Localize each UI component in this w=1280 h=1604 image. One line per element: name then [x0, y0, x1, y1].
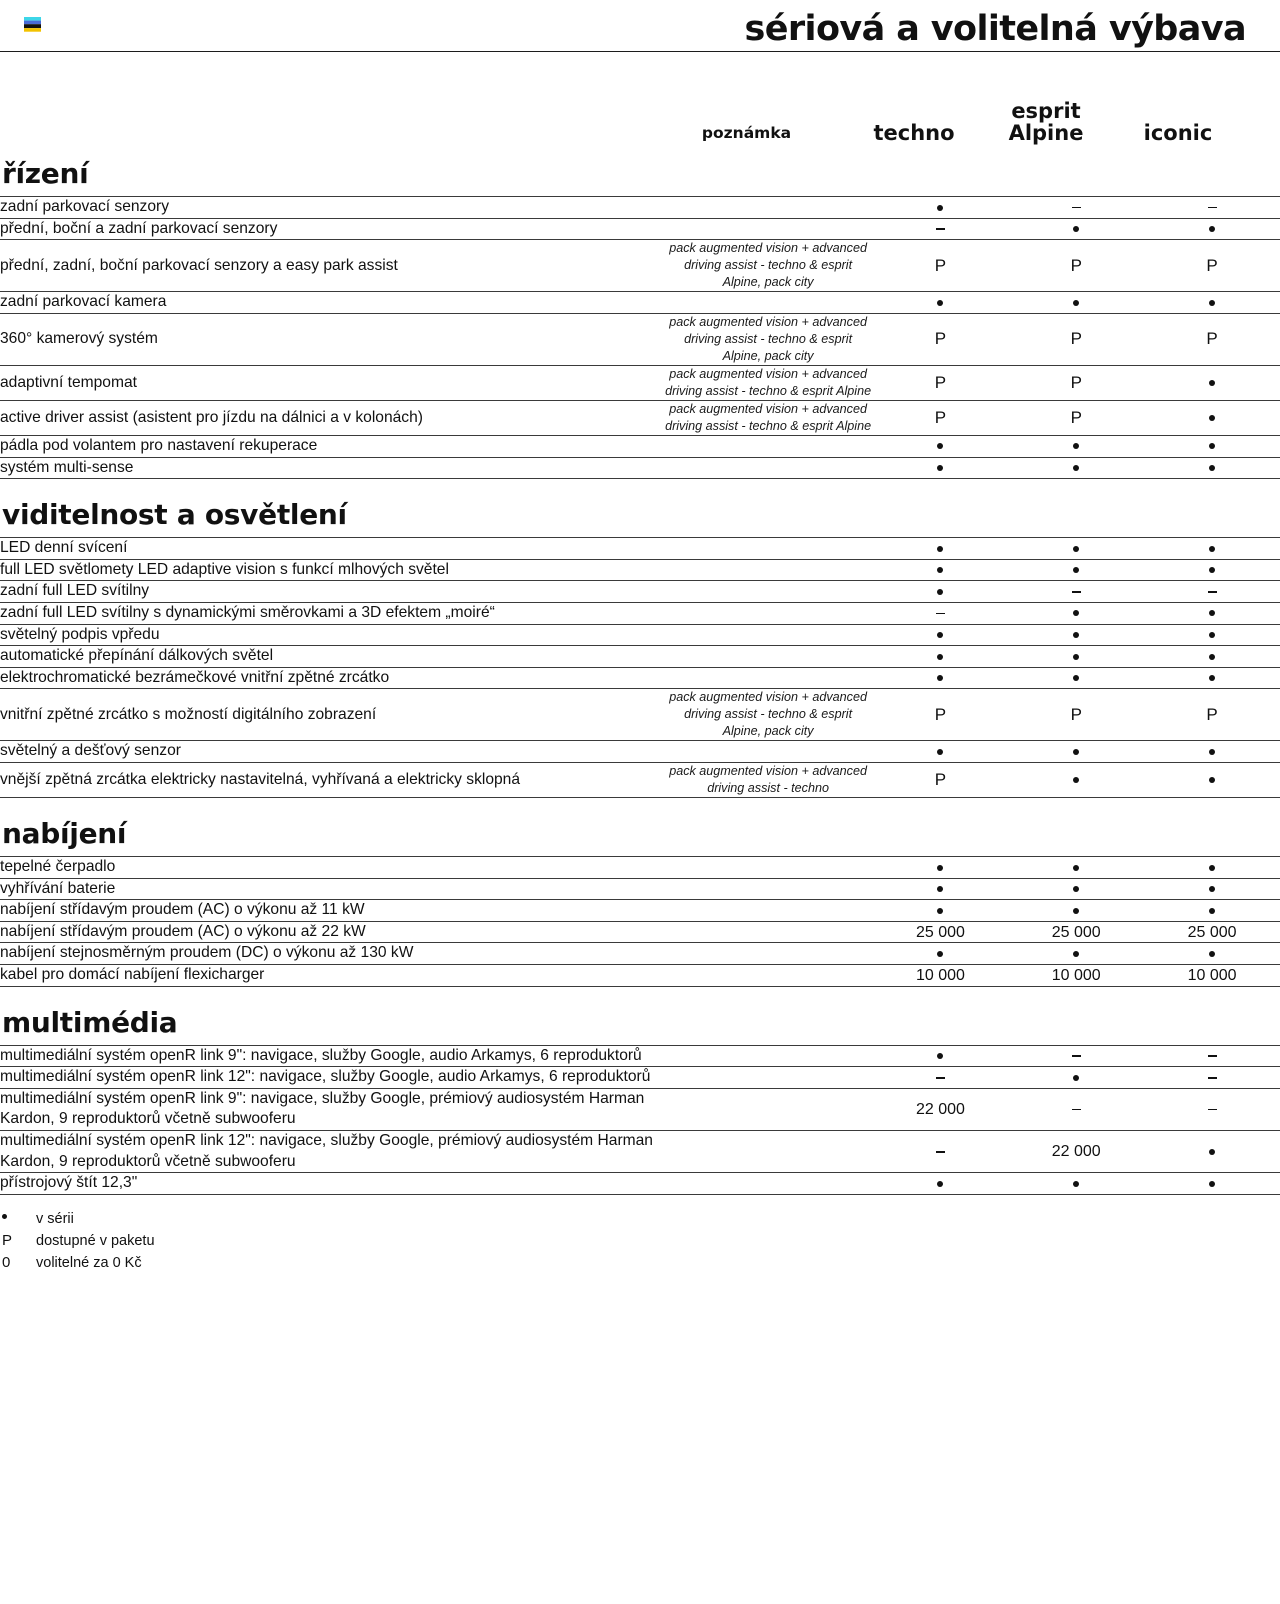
note-cell — [664, 857, 873, 879]
price-value: 25 000 — [1051, 923, 1101, 941]
spec-value-cell — [1144, 1067, 1280, 1089]
standard-dot-icon — [1209, 567, 1215, 573]
standard-dot-icon — [1209, 546, 1215, 552]
spec-value-cell — [873, 964, 1009, 986]
trim-column-header-esprit-alpine: esprit Alpine — [1008, 98, 1084, 145]
feature-label: kabel pro domácí nabíjení flexicharger — [0, 965, 265, 983]
standard-dot-icon — [1209, 465, 1215, 471]
spec-value-cell — [873, 457, 1009, 479]
not-available-dash-icon — [936, 613, 945, 615]
spec-value-cell — [1008, 646, 1144, 668]
standard-dot-icon — [937, 908, 943, 914]
table-row — [0, 603, 1280, 625]
pack-marker: P — [1206, 329, 1218, 349]
spec-value-cell — [1008, 1067, 1144, 1089]
standard-dot-icon — [1073, 908, 1079, 914]
not-available-dash-icon — [1072, 207, 1081, 209]
price-value: 22 000 — [915, 1100, 965, 1118]
spec-value-cell — [1144, 1173, 1280, 1195]
note-cell: pack augmented vision + advanced driving assist - techno & esprit Alpine — [665, 366, 872, 398]
table-row — [0, 292, 1280, 314]
feature-label: zadní full LED svítilny — [0, 582, 150, 600]
standard-dot-icon — [1209, 908, 1215, 914]
feature-label: multimediální systém openR link 12": navigace, služby Google, audio Arkamys, 6 reproduktorů — [0, 1068, 651, 1086]
spec-value-cell — [873, 878, 1009, 900]
note-cell — [664, 457, 873, 479]
standard-dot-icon — [1209, 777, 1215, 783]
spec-value-cell — [1008, 400, 1144, 435]
section-title: viditelnost a osvětlení — [2, 498, 347, 532]
table-row — [0, 365, 1280, 400]
spec-value-cell — [1008, 921, 1144, 943]
spec-value-cell — [1144, 603, 1280, 625]
standard-dot-icon — [1073, 632, 1079, 638]
feature-label: pádla pod volantem pro nastavení rekuperace — [0, 436, 318, 454]
spec-value-cell — [1144, 943, 1280, 965]
not-available-dash-icon — [1208, 1109, 1217, 1111]
standard-dot-icon — [1073, 1075, 1079, 1081]
standard-dot-icon — [937, 632, 943, 638]
standard-dot-icon — [937, 749, 943, 755]
spec-value-cell — [1008, 667, 1144, 689]
table-row — [0, 667, 1280, 689]
standard-dot-icon — [1073, 1181, 1079, 1187]
standard-dot-icon — [1209, 886, 1215, 892]
standard-dot-icon — [1073, 749, 1079, 755]
feature-label: multimediální systém openR link 9": navigace, služby Google, audio Arkamys, 6 reproduktorů — [0, 1046, 642, 1064]
feature-label: vnitřní zpětné zrcátko s možností digitálního zobrazení — [0, 705, 377, 723]
note-cell — [664, 646, 873, 668]
standard-dot-icon — [1209, 951, 1215, 957]
spec-value-cell — [1008, 1131, 1144, 1173]
spec-value-cell — [1144, 365, 1280, 400]
note-cell — [664, 603, 873, 625]
spec-value-cell — [1008, 1173, 1144, 1195]
note-cell — [664, 1088, 873, 1130]
brand-logo-icon — [24, 17, 41, 32]
spec-value-cell — [873, 292, 1009, 314]
note-cell — [664, 1131, 873, 1173]
standard-dot-icon — [1209, 632, 1215, 638]
pack-marker: P — [934, 407, 947, 427]
table-row — [0, 559, 1280, 581]
legend-item — [2, 1208, 1280, 1230]
spec-value-cell — [1008, 1088, 1144, 1130]
page-header — [0, 0, 1280, 48]
note-cell — [664, 435, 873, 457]
price-value: 22 000 — [1051, 1143, 1101, 1161]
spec-value-cell — [1008, 624, 1144, 646]
spec-value-cell — [873, 667, 1009, 689]
spec-value-cell — [1144, 857, 1280, 879]
spec-value-cell — [1008, 900, 1144, 922]
note-cell — [664, 1045, 873, 1067]
table-row — [0, 878, 1280, 900]
note-cell — [664, 667, 873, 689]
spec-value-cell — [873, 313, 1009, 365]
spec-value-cell — [873, 1173, 1009, 1195]
spec-value-cell — [1008, 197, 1144, 219]
not-available-dash-icon — [1208, 591, 1217, 593]
feature-label: nabíjení stejnosměrným proudem (DC) o výkonu až 130 kW — [0, 944, 414, 962]
spec-value-cell — [1008, 857, 1144, 879]
feature-label: automatické přepínání dálkových světel — [0, 647, 274, 665]
standard-dot-icon — [1073, 654, 1079, 660]
spec-value-cell — [1144, 457, 1280, 479]
note-cell — [664, 964, 873, 986]
not-available-dash-icon — [1208, 1055, 1217, 1057]
standard-dot-icon — [1073, 865, 1079, 871]
standard-dot-icon — [937, 1053, 943, 1059]
spec-value-cell — [1008, 365, 1144, 400]
not-available-dash-icon — [936, 1077, 945, 1079]
pack-marker: P — [1206, 255, 1218, 275]
pack-marker: P — [1070, 255, 1082, 275]
spec-value-cell — [1008, 292, 1144, 314]
spec-table — [0, 537, 1280, 798]
feature-label: přední, zadní, boční parkovací senzory a easy park assist — [0, 256, 398, 274]
spec-value-cell — [873, 559, 1009, 581]
table-row — [0, 741, 1280, 763]
note-cell: pack augmented vision + advanced driving assist - techno & esprit Alpine — [665, 401, 872, 433]
feature-label: 360° kamerový systém — [0, 330, 158, 348]
not-available-dash-icon — [1072, 1109, 1081, 1111]
spec-value-cell — [1144, 667, 1280, 689]
standard-dot-icon — [1209, 300, 1215, 306]
standard-dot-icon — [1073, 443, 1079, 449]
table-row — [0, 581, 1280, 603]
note-cell — [664, 538, 873, 560]
spec-value-cell — [873, 1088, 1009, 1130]
pack-marker: P — [1070, 407, 1082, 427]
standard-dot-icon — [937, 443, 943, 449]
not-available-dash-icon — [936, 228, 945, 230]
note-cell — [664, 741, 873, 763]
note-cell — [664, 559, 873, 581]
table-row — [0, 1131, 1280, 1173]
spec-value-cell — [873, 646, 1009, 668]
spec-value-cell — [1144, 240, 1280, 292]
spec-value-cell — [873, 197, 1009, 219]
table-row — [0, 218, 1280, 240]
feature-label: zadní parkovací kamera — [0, 293, 167, 311]
not-available-dash-icon — [1072, 1055, 1081, 1057]
standard-dot-icon — [937, 886, 943, 892]
table-row — [0, 197, 1280, 219]
not-available-dash-icon — [1208, 207, 1217, 209]
standard-dot-icon — [1073, 951, 1079, 957]
legend-text: v sérii — [36, 1210, 74, 1227]
feature-label: active driver assist (asistent pro jízdu na dálnici a v kolonách) — [0, 408, 423, 426]
spec-value-cell — [1144, 646, 1280, 668]
standard-dot-icon — [937, 465, 943, 471]
spec-value-cell — [1144, 689, 1280, 741]
spec-sections — [0, 146, 1280, 1195]
feature-label: zadní parkovací senzory — [0, 198, 170, 216]
price-value: 10 000 — [1187, 966, 1237, 984]
table-row — [0, 1067, 1280, 1089]
feature-label: multimediální systém openR link 9": navigace, služby Google, prémiový audiosystém Harman Kardon, 9 reproduktorů včetně subwooferu — [0, 1089, 645, 1128]
standard-dot-icon — [1073, 610, 1079, 616]
table-row — [0, 1088, 1280, 1130]
note-cell — [664, 197, 873, 219]
standard-dot-icon — [1209, 1149, 1215, 1155]
table-row — [0, 624, 1280, 646]
standard-dot-icon — [937, 546, 943, 552]
spec-value-cell — [1144, 762, 1280, 797]
spec-value-cell — [1144, 1088, 1280, 1130]
spec-value-cell — [873, 762, 1009, 797]
feature-label: přední, boční a zadní parkovací senzory — [0, 219, 278, 237]
price-value: 25 000 — [1187, 923, 1237, 941]
not-available-dash-icon — [936, 1151, 945, 1153]
table-row — [0, 435, 1280, 457]
spec-value-cell — [873, 435, 1009, 457]
note-column-header: poznámka — [701, 124, 792, 142]
spec-value-cell — [1144, 878, 1280, 900]
table-row — [0, 1173, 1280, 1195]
note-cell — [664, 1067, 873, 1089]
feature-label: vnější zpětná zrcátka elektricky nastavitelná, vyhřívaná a elektricky sklopná — [0, 770, 521, 788]
spec-value-cell — [1144, 538, 1280, 560]
table-row — [0, 400, 1280, 435]
spec-value-cell — [1008, 964, 1144, 986]
legend-symbol: 0 — [2, 1253, 11, 1271]
spec-value-cell — [873, 1131, 1009, 1173]
spec-value-cell — [1144, 581, 1280, 603]
table-row — [0, 762, 1280, 797]
spec-value-cell — [1008, 218, 1144, 240]
standard-dot-icon — [1209, 749, 1215, 755]
note-cell: pack augmented vision + advanced driving assist - techno & esprit Alpine, pack city — [669, 314, 867, 363]
feature-label: světelný a dešťový senzor — [0, 742, 181, 760]
note-cell — [664, 1173, 873, 1195]
table-row — [0, 1045, 1280, 1067]
table-row — [0, 240, 1280, 292]
spec-table — [0, 856, 1280, 986]
legend — [0, 1208, 1280, 1274]
feature-label: světelný podpis vpředu — [0, 625, 160, 643]
feature-label: elektrochromatické bezrámečkové vnitřní zpětné zrcátko — [0, 668, 390, 686]
note-cell — [664, 878, 873, 900]
table-row — [0, 313, 1280, 365]
table-row — [0, 646, 1280, 668]
legend-symbol: P — [2, 1231, 13, 1249]
standard-dot-icon — [1209, 675, 1215, 681]
standard-dot-icon — [1073, 546, 1079, 552]
spec-value-cell — [1144, 1045, 1280, 1067]
table-row — [0, 921, 1280, 943]
spec-value-cell — [1008, 741, 1144, 763]
spec-value-cell — [873, 218, 1009, 240]
feature-label: nabíjení střídavým proudem (AC) o výkonu až 22 kW — [0, 922, 366, 940]
pack-marker: P — [1206, 704, 1218, 724]
spec-value-cell — [873, 240, 1009, 292]
spec-value-cell — [873, 921, 1009, 943]
note-cell — [664, 292, 873, 314]
standard-dot-icon — [1073, 567, 1079, 573]
not-available-dash-icon — [1208, 1077, 1217, 1079]
spec-value-cell — [873, 741, 1009, 763]
legend-item — [2, 1230, 1280, 1252]
feature-label: LED denní svícení — [0, 539, 128, 557]
note-cell — [664, 921, 873, 943]
spec-value-cell — [873, 689, 1009, 741]
standard-dot-icon — [1073, 300, 1079, 306]
table-row — [0, 943, 1280, 965]
spec-value-cell — [1144, 741, 1280, 763]
not-available-dash-icon — [1072, 591, 1081, 593]
standard-dot-icon — [937, 654, 943, 660]
pack-marker: P — [934, 329, 947, 349]
standard-dot-icon — [1209, 226, 1215, 232]
spec-value-cell — [1008, 457, 1144, 479]
spec-value-cell — [873, 624, 1009, 646]
spec-value-cell — [1008, 878, 1144, 900]
spec-value-cell — [1144, 313, 1280, 365]
standard-dot-icon — [1209, 1181, 1215, 1187]
standard-dot-icon — [1209, 610, 1215, 616]
price-value: 10 000 — [1051, 966, 1101, 984]
spec-value-cell — [873, 1045, 1009, 1067]
trim-column-header-iconic: iconic — [1143, 120, 1213, 145]
spec-value-cell — [1144, 559, 1280, 581]
standard-dot-icon — [937, 865, 943, 871]
pack-marker: P — [934, 769, 947, 789]
pack-marker: P — [1070, 372, 1082, 392]
table-row — [0, 900, 1280, 922]
spec-value-cell — [1008, 943, 1144, 965]
legend-text: volitelné za 0 Kč — [36, 1254, 142, 1271]
standard-dot-icon — [1073, 226, 1079, 232]
spec-value-cell — [873, 365, 1009, 400]
standard-dot-icon — [1073, 465, 1079, 471]
spec-value-cell — [873, 581, 1009, 603]
standard-dot-icon — [1209, 415, 1215, 421]
table-row — [0, 857, 1280, 879]
legend-symbol — [2, 1208, 36, 1230]
price-value: 25 000 — [915, 923, 965, 941]
standard-dot-icon — [937, 589, 943, 595]
price-value: 10 000 — [915, 966, 965, 984]
spec-value-cell — [873, 857, 1009, 879]
section-title: multimédia — [2, 1005, 178, 1039]
standard-dot-icon — [1073, 777, 1079, 783]
standard-dot-icon — [1073, 675, 1079, 681]
note-cell — [664, 943, 873, 965]
standard-dot-icon — [937, 675, 943, 681]
table-row — [0, 538, 1280, 560]
spec-value-cell — [1008, 689, 1144, 741]
spec-value-cell — [1008, 538, 1144, 560]
standard-dot-icon — [2, 1214, 7, 1219]
feature-label: vyhřívání baterie — [0, 879, 116, 897]
spec-value-cell — [1144, 964, 1280, 986]
spec-value-cell — [873, 943, 1009, 965]
header-divider — [0, 51, 1280, 52]
spec-value-cell — [1144, 400, 1280, 435]
feature-label: multimediální systém openR link 12": navigace, služby Google, prémiový audiosystém Harman Kardon, 9 reproduktorů včetně subwooferu — [0, 1132, 653, 1170]
spec-value-cell — [873, 603, 1009, 625]
pack-marker: P — [934, 704, 947, 724]
spec-value-cell — [873, 900, 1009, 922]
feature-label: nabíjení střídavým proudem (AC) o výkonu až 11 kW — [0, 901, 365, 919]
spec-value-cell — [1144, 197, 1280, 219]
standard-dot-icon — [937, 300, 943, 306]
feature-label: tepelné čerpadlo — [0, 858, 116, 876]
note-cell: pack augmented vision + advanced driving assist - techno & esprit Alpine, pack city — [669, 690, 867, 739]
spec-value-cell — [1008, 603, 1144, 625]
trim-column-header-techno: techno — [873, 120, 955, 145]
pack-marker: P — [934, 255, 947, 275]
feature-label: systém multi-sense — [0, 458, 134, 476]
page-title: sériová a volitelná výbava — [744, 9, 1246, 49]
standard-dot-icon — [1073, 886, 1079, 892]
spec-value-cell — [1144, 624, 1280, 646]
legend-text: dostupné v paketu — [36, 1232, 155, 1249]
spec-value-cell — [873, 1067, 1009, 1089]
table-row — [0, 689, 1280, 741]
standard-dot-icon — [937, 205, 943, 211]
feature-label: zadní full LED svítilny s dynamickými směrovkami a 3D efektem „moiré“ — [0, 604, 495, 621]
note-cell — [664, 900, 873, 922]
standard-dot-icon — [937, 1181, 943, 1187]
standard-dot-icon — [937, 567, 943, 573]
spec-value-cell — [1144, 435, 1280, 457]
pack-marker: P — [1070, 329, 1082, 349]
feature-label: full LED světlomety LED adaptive vision s funkcí mlhových světel — [0, 560, 449, 578]
spec-value-cell — [1144, 218, 1280, 240]
legend-item — [2, 1252, 1280, 1274]
spec-value-cell — [1144, 900, 1280, 922]
note-cell: pack augmented vision + advanced driving assist - techno — [669, 763, 867, 795]
section-title: řízení — [2, 157, 89, 190]
pack-marker: P — [934, 372, 947, 392]
spec-value-cell — [1008, 559, 1144, 581]
spec-table — [0, 196, 1280, 479]
table-row — [0, 457, 1280, 479]
standard-dot-icon — [1209, 654, 1215, 660]
note-cell — [664, 624, 873, 646]
note-cell: pack augmented vision + advanced driving assist - techno & esprit Alpine, pack city — [669, 241, 867, 290]
pack-marker: P — [1070, 704, 1082, 724]
spec-value-cell — [1144, 921, 1280, 943]
standard-dot-icon — [1209, 443, 1215, 449]
section-title: nabíjení — [2, 816, 127, 850]
standard-dot-icon — [937, 951, 943, 957]
note-cell — [664, 218, 873, 240]
spec-value-cell — [1008, 1045, 1144, 1067]
standard-dot-icon — [1209, 865, 1215, 871]
standard-dot-icon — [1209, 380, 1215, 386]
table-column-headers — [0, 74, 1280, 146]
feature-label: adaptivní tempomat — [0, 373, 137, 391]
spec-value-cell — [1008, 313, 1144, 365]
spec-value-cell — [1008, 581, 1144, 603]
spec-value-cell — [873, 538, 1009, 560]
spec-value-cell — [1144, 1131, 1280, 1173]
feature-label: přístrojový štít 12,3" — [0, 1174, 138, 1192]
table-row — [0, 964, 1280, 986]
spec-value-cell — [1144, 292, 1280, 314]
spec-table — [0, 1045, 1280, 1195]
spec-value-cell — [1008, 762, 1144, 797]
spec-value-cell — [873, 400, 1009, 435]
note-cell — [664, 581, 873, 603]
spec-value-cell — [1008, 240, 1144, 292]
spec-value-cell — [1008, 435, 1144, 457]
